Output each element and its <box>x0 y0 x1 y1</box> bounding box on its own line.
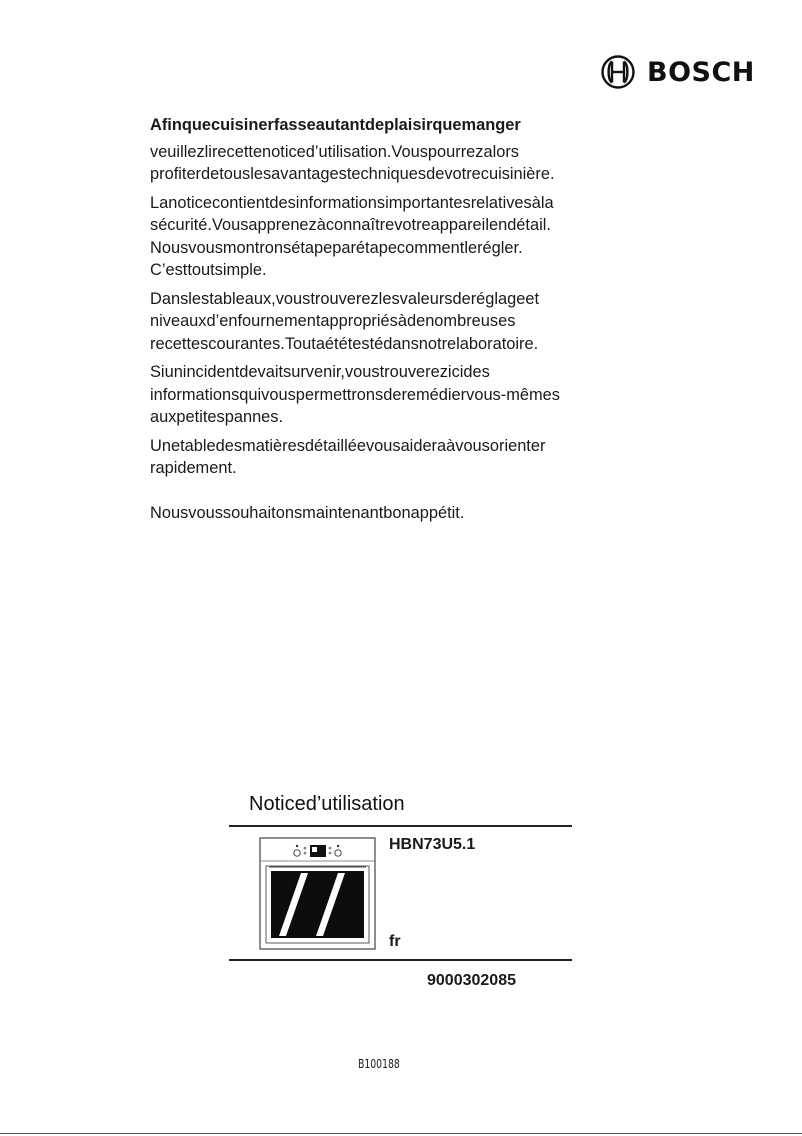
notice-title: Noticed’utilisation <box>249 793 405 815</box>
model-number: HBN73U5.1 <box>389 836 476 853</box>
bosch-logo <box>601 54 761 90</box>
intro-paragraph: Lanoticecontientdesinformationsimportantesrelativesàla sécurité.Vousapprenezàconnaîtrevotreappareilendétail. Nousvousmontronsétapeparétapecommentlerégler. C’esttoutsimple. <box>150 193 554 279</box>
divider-top <box>229 825 572 827</box>
divider-bottom <box>229 959 572 961</box>
page-edge-line <box>0 1133 802 1134</box>
intro-paragraph: Danslestableaux,voustrouverezlesvaleursderéglageet niveauxd’enfournementappropriésàdenombreuses recettescourantes.Toutaététestédansnotrelaboratoire. <box>150 289 540 353</box>
oven-illustration <box>259 837 376 950</box>
intro-paragraph: Siunincidentdevaitsurvenir,voustrouverezicides informationsquivouspermettronsderemédiervous-mêmes auxpetitespannes. <box>150 363 560 426</box>
brand-name: BOSCH <box>647 56 755 88</box>
closing-wish: Nousvoussouhaitonsmaintenantbonappétit. <box>150 503 465 522</box>
language-code: fr <box>389 933 401 950</box>
intro-paragraph: veuillezlirecettenoticed’utilisation.Vouspourrezalors profiterdetouslesavantagestechniquesdevotrecuisinière. <box>150 142 555 183</box>
intro-heading: Afinquecuisinerfasseautantdeplaisirquemanger <box>150 116 521 134</box>
document-code: B100188 <box>358 1057 400 1071</box>
bosch-armature-icon <box>601 55 635 89</box>
intro-section <box>150 114 620 530</box>
intro-paragraph: Unetabledesmatièresdétailléevousaideraàvousorienter rapidement. <box>150 436 546 477</box>
part-number: 9000302085 <box>427 972 516 989</box>
